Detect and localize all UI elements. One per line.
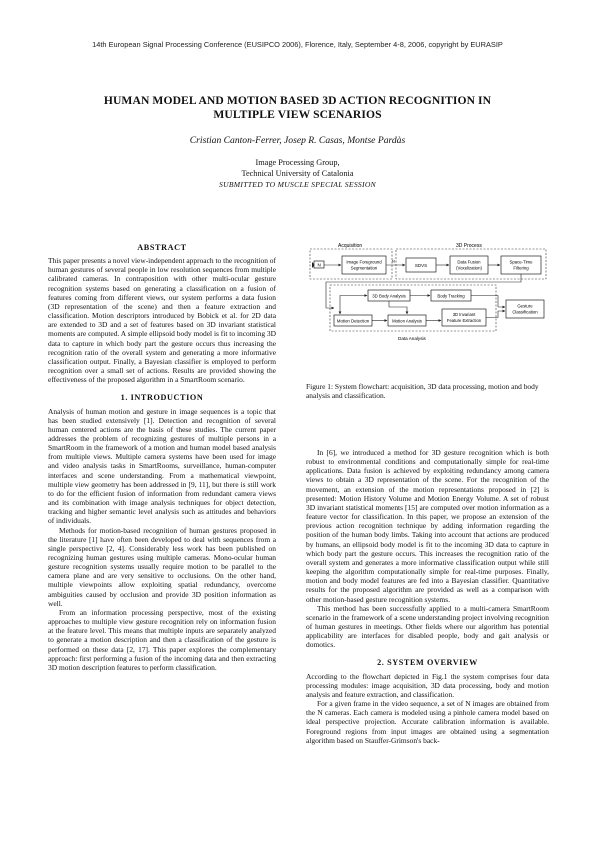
arrow-body-to-motion-analysis [389,301,407,314]
fusion-label-2: (Voxelization) [456,265,482,271]
figure-1-flowchart [306,241,549,381]
filtering-label-1: Space-Time [509,259,533,265]
affiliation-group: Image Processing Group, [255,158,340,167]
right-column [306,448,549,745]
classification-label-2: Classification [512,309,538,315]
group-acquisition-label: Acquisition [338,243,363,249]
feature-extraction-label-1: 3D Invariant [452,312,476,317]
overview-paragraph-1: According to the flowchart depicted in Fig.1 the system comprises four data processing modules: image acquisition, 3D data processing, body and motion analysis and feature extraction, and classification. [306,671,549,699]
overview-paragraph-2: For a given frame in the video sequence, a set of N images are obtained from the N cameras. Each camera is modeled using a pinhole camera model based on ideal perspective projection. Accurate calibration information is available. Foreground regions from input images are obtained using a segmentation algorithm based on Stauffer-Grimson's back- [306,699,549,745]
body-analysis-label: 3D Body Analysis [372,293,406,299]
overview-heading: 2. SYSTEM OVERVIEW [377,658,478,668]
title-line-1: HUMAN MODEL AND MOTION BASED 3D ACTION RECOGNITION IN [103,94,492,107]
session-note: SUBMITTED TO MUSCLE SPECIAL SESSION [218,180,377,189]
title-line-2: MULTIPLE VIEW SCENARIOS [213,108,382,121]
arrow-features-classification [486,311,505,318]
abstract-text: This paper presents a novel view-independent approach to the recognition of human gestures of several people in low resolution sequences from multiple calibrated cameras. In contraposition with other multi-ocular gesture recognition systems based on generating a classification on a fusion of features coming from different views, our system performs a data fusion (3D representation of the scene) and then a feature extraction and classification. Motion descriptors introduced by Bobick et al. for 2D data are extended to 3D and a set of features based on 3D invariant statistical moments are computed. A simple ellipsoid body model is fit to incoming 3D data to capture in which body part the gesture occurs thus increasing the recognition ratio of the overall system and generating a more informative classification output. Finally, a Bayesian classifier is employed to perform recognition over a small set of actions. Results are provided showing the effectiveness of the proposed algorithm in a SmartRoom scenario. [48,256,277,385]
camera-count-label: N [317,262,321,268]
affiliation-university: Technical University of Catalonia [241,169,354,178]
intro-paragraph-4: In [6], we introduced a method for 3D gesture recognition which is both robust to environmental conditions and computationally simple for real-time applications. Data fusion is achieved by exploiting redundancy among camera views to obtain a 3D representation of the scene. For the recognition of the movement, an extension of the motion representations proposed in [2] is presented: Motion History Volume and Motion Energy Volume. A set of robust 3D invariant statistical moments [15] are computed over motion information as a feature vector for classification. In this paper, we propose an extension of the previous action recognition technique by adding information regarding the position of the human body limbs. Taking into account that actions are produced by humans, an ellipsoid body model is fit to the incoming 3D data to capture in which body part the gesture occurs. This increases the recognition ratio of the overall system and generates a more informative classification output while still keeping the algorithm computationally simple for real-time purposes. Finally, motion and body model features are fed into a Bayesian classifier. Quantitative results for the proposed algorithm are provided as well as a comparison with other motion-based gesture recognition systems. [306,448,549,604]
segmentation-label-2: Segmentation [350,265,378,271]
arrow-to-body-analysis [340,296,367,309]
affiliation [0,157,595,190]
feature-extraction-label-2: Feature Extraction [446,318,482,323]
body-tracking-label: Body Tracking [437,293,465,299]
introduction-heading: 1. INTRODUCTION [120,393,204,403]
camera-icon [312,261,324,268]
intro-paragraph-2: Methods for motion-based recognition of human gestures proposed in the literature [1] have often been developed to deal with sequences from a single perspective [2, 4]. Considerably less work has been published on recognizing human gestures using multiple cameras. Mono-ocular human gesture recognition systems usually require motion to be parallel to the camera plane and are very sensitive to occlusions. On the other hand, multiple viewpoints allow exploiting spatial redundancy, overcome ambiguities caused by occlusion and provide 3D position information as well. [48,525,276,608]
arrow-n-label: N [392,258,395,264]
fusion-label-1: Data Fusion [457,259,481,265]
running-header: 14th European Signal Processing Conference (EUSIPCO 2006), Florence, Italy, September 4-8, 2006, copyright by EURASIP [92,40,503,49]
intro-paragraph-5: This method has been successfully applied to a multi-camera SmartRoom scenario in the framework of a scene understanding project involving recognition of human gestures in meetings. Other fields where our algorithm has potential applicability are interfaces for disabled people, body and gait analysis or domotics. [306,603,549,650]
group-3d-label: 3D Process [456,243,482,249]
figure-1-caption: Figure 1: System flowchart: acquisition, 3D data processing, motion and body analysis and classification. [306,382,539,401]
segmentation-label-1: Image Foreground [346,259,382,265]
classification-label-1: Gesture [517,303,533,309]
motion-detection-label: Motion Detection [336,318,370,324]
sdvs-label: SDVS [414,263,428,268]
arrow-tracking-classification [471,296,505,308]
paper-title [40,94,555,122]
abstract-heading: ABSTRACT [137,243,187,252]
intro-paragraph-1: Analysis of human motion and gesture in image sequences is a topic that has been studied extensively [1]. Detection and recognition of several human centered actions are the basis of these studies. The current paper addresses the problem of recognizing gestures of multiple persons in a SmartRoom in the framework of a motion and human model based analysis from multiple views. Multiple camera systems have been used for image and video analysis tasks in SmartRooms, surveillance, human-computer interfaces and scene understanding. From a mathematical viewpoint, multiple view geometry has been addressed in [9, 11], but there is still work to do for the efficient fusion of information from redundant camera views and its combination with image analysis techniques for object detection, tracking and higher semantic level analysis such as attitudes and behaviors of individuals. [48,406,276,526]
authors: Cristian Canton-Ferrer, Josep R. Casas, Montse Pardàs [189,135,406,146]
filtering-label-2: Filtering [513,265,529,271]
group-analysis-label: Data Analysis [398,336,426,341]
motion-analysis-label: Motion Analysis [392,318,422,324]
intro-paragraph-3: From an information processing perspective, most of the existing approaches to multiple view gesture recognition rely on information fusion at the feature level. This means that multiple inputs are separately analyzed to generate a motion description and then a classification of the gesture is performed on these data [2, 17]. This paper explores the complementary approach: first performing a fusion of the incoming data and then extracting 3D motion description features to perform classification. [48,607,276,672]
left-column [48,243,276,672]
flowchart-svg [306,241,549,381]
